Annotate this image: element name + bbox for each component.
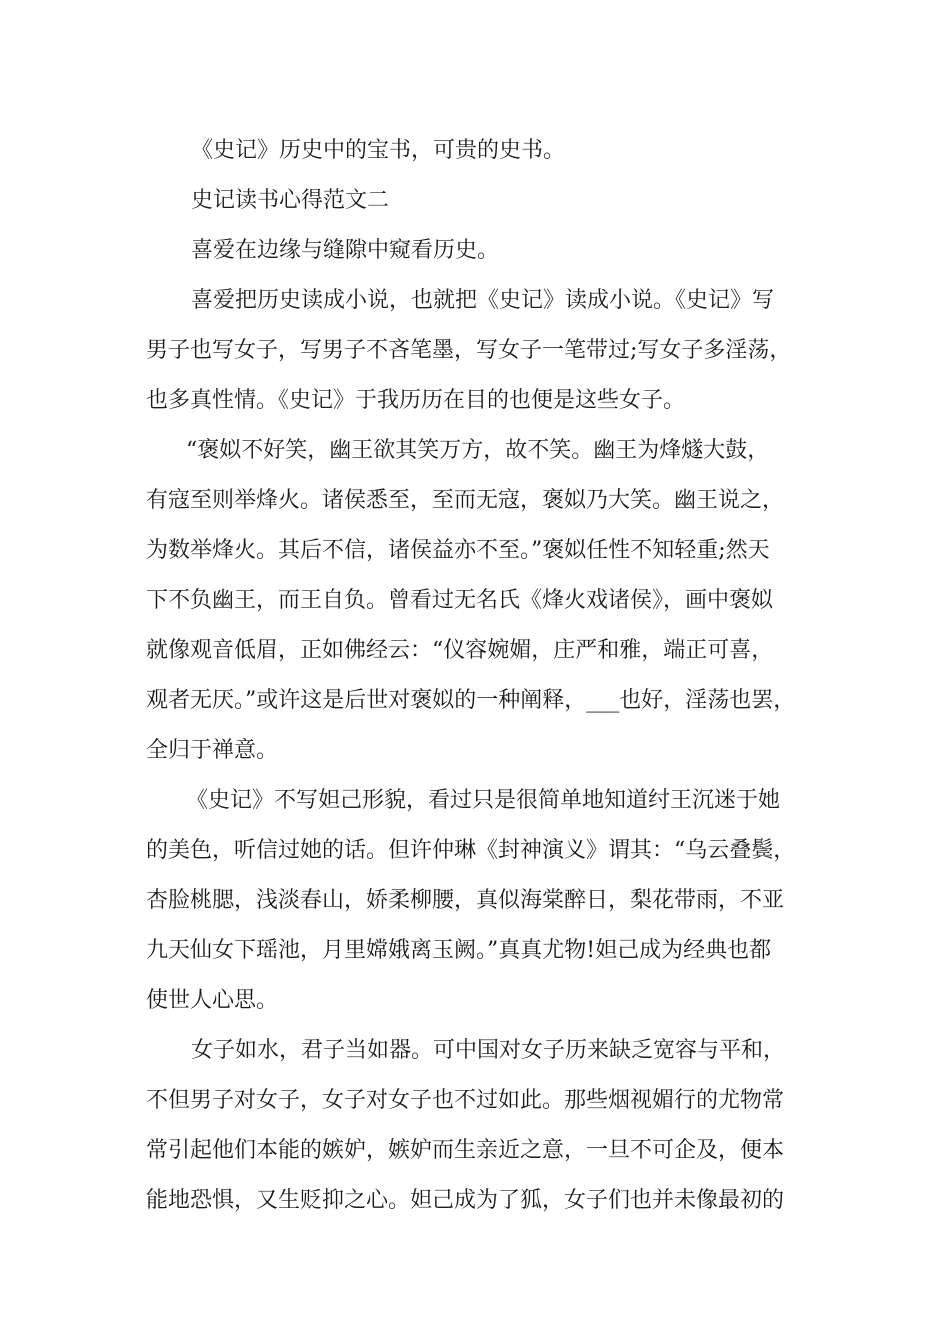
- text-line: 常引起他们本能的嫉妒，嫉妒而生亲近之意，一旦不可企及，便本: [146, 1138, 785, 1163]
- text-line: 喜爱在边缘与缝隙中窥看历史。: [191, 238, 500, 263]
- section-heading: 史记读书心得范文二: [191, 188, 390, 213]
- text-line: 就像观音低眉，正如佛经云：“仪容婉媚，庄严和雅，端正可喜，: [146, 638, 774, 663]
- text-line: 使世人心思。: [146, 988, 279, 1013]
- text-line: 全归于禅意。: [146, 738, 279, 763]
- text-line: 男子也写女子，写男子不吝笔墨，写女子一笔带过;写女子多淫荡，: [146, 338, 792, 363]
- text-line: 不但男子对女子，女子对女子也不过如此。那些烟视媚行的尤物常: [146, 1088, 785, 1113]
- text-line: 有寇至则举烽火。诸侯悉至，至而无寇，褒姒乃大笑。幽王说之，: [146, 488, 785, 513]
- text-line: 的美色，听信过她的话。但许仲琳《封神演义》谓其：“乌云叠鬓，: [146, 838, 796, 863]
- text-line: 杏脸桃腮，浅淡春山，娇柔柳腰，真似海棠醉日，梨花带雨，不亚: [146, 888, 785, 913]
- text-line: 也多真性情。《史记》于我历历在目的也便是这些女子。: [146, 388, 686, 413]
- text-line: 《史记》不写妲己形貌，看过只是很简单地知道纣王沉迷于她: [186, 788, 781, 813]
- text-line: 为数举烽火。其后不信，诸侯益亦不至。”褒姒任性不知轻重;然天: [146, 538, 770, 563]
- text-line: 能地恐惧，又生贬抑之心。妲己成为了狐，女子们也并未像最初的: [146, 1188, 785, 1213]
- text-line: 下不负幽王，而王自负。曾看过无名氏《烽火戏诸侯》，画中褒姒: [146, 588, 774, 613]
- text-line: “褒姒不好笑，幽王欲其笑万方，故不笑。幽王为烽燧大鼓，: [186, 438, 770, 463]
- text-line: 九天仙女下瑶池，月里嫦娥离玉阙。”真真尤物!妲己成为经典也都: [146, 938, 772, 963]
- text-line: 观者无厌。”或许这是后世对褒姒的一种阐释，___也好，淫荡也罢，: [146, 688, 796, 713]
- text-line: 女子如水，君子当如器。可中国对女子历来缺乏宽容与平和，: [191, 1038, 786, 1063]
- text-line: 喜爱把历史读成小说，也就把《史记》读成小说。《史记》写: [191, 288, 775, 313]
- text-line: 《史记》历史中的宝书，可贵的史书。: [191, 138, 566, 163]
